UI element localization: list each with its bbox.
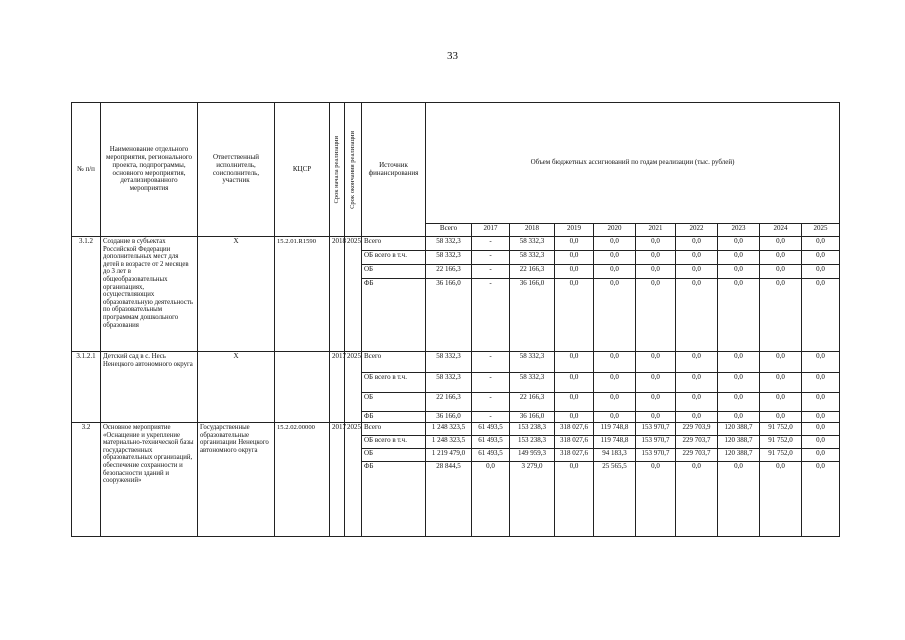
value-cell: - [472,412,510,423]
value-cell: 0,0 [676,237,718,251]
value-cell: 58 332,3 [426,373,472,393]
year-header: 2020 [594,224,636,237]
source-label: ОБ всего в т.ч. [362,436,426,449]
value-cell: 318 027,6 [555,423,594,436]
row-start: 2017 [330,352,345,423]
year-header: 2024 [760,224,802,237]
year-header: 2021 [636,224,676,237]
value-cell: 58 332,3 [510,352,555,373]
value-cell: 0,0 [760,393,802,412]
value-cell: 94 183,3 [594,449,636,462]
row-executor: Государственные образовательные организации Ненецкого автономного округа [198,423,275,537]
value-cell: 91 752,0 [760,449,802,462]
row-num: 3.2 [72,423,101,537]
source-label: Всего [362,237,426,251]
value-cell: 0,0 [802,279,840,352]
value-cell: - [472,237,510,251]
budget-table [71,102,840,537]
row-kcsr: 15.2.01.R1590 [275,237,330,352]
source-label: ОБ всего в т.ч. [362,251,426,265]
value-cell: - [472,352,510,373]
value-cell: 36 166,0 [426,279,472,352]
value-cell: 1 248 323,5 [426,436,472,449]
row-name: Создание в субъектах Российской Федерации дополнительных мест для детей в возрасте от 2 месяцев до 3 лет в общеобразовательных организациях, осуществляющих образовательную деятельность по образовательным программам дошкольного образования [101,237,198,352]
source-label: Всего [362,423,426,436]
source-label: ОБ [362,265,426,279]
row-end: 2025 [345,352,362,423]
value-cell: 120 388,7 [718,449,760,462]
row-start: 2017 [330,423,345,537]
value-cell: 22 166,3 [510,265,555,279]
table-row [72,423,840,436]
value-cell: 0,0 [718,237,760,251]
row-kcsr: 15.2.02.00000 [275,423,330,537]
value-cell: - [472,393,510,412]
value-cell: 0,0 [472,462,510,537]
value-cell: 153 238,3 [510,423,555,436]
value-cell: 0,0 [760,237,802,251]
value-cell: 120 388,7 [718,423,760,436]
value-cell: 58 332,3 [510,373,555,393]
value-cell: 0,0 [555,352,594,373]
value-cell: 153 238,3 [510,436,555,449]
value-cell: 28 844,5 [426,462,472,537]
row-executor: Х [198,237,275,352]
value-cell: 0,0 [802,251,840,265]
value-cell: 0,0 [760,373,802,393]
value-cell: 0,0 [802,462,840,537]
value-cell: 0,0 [555,279,594,352]
value-cell: 120 388,7 [718,436,760,449]
value-cell: 0,0 [802,352,840,373]
value-cell: 91 752,0 [760,423,802,436]
value-cell: 0,0 [760,462,802,537]
row-end: 2025 [345,237,362,352]
header-start [330,103,345,237]
value-cell: 58 332,3 [426,352,472,373]
year-header: 2018 [510,224,555,237]
value-cell: 0,0 [676,265,718,279]
value-cell: 0,0 [760,279,802,352]
value-cell: 0,0 [555,251,594,265]
row-num: 3.1.2.1 [72,352,101,423]
year-header: 2022 [676,224,718,237]
header-start-label: Срок начала реализации [333,135,341,204]
value-cell: 0,0 [636,237,676,251]
value-cell: 0,0 [555,412,594,423]
row-name: Основное мероприятие «Оснащение и укрепление материально-технической базы государственных образовательных организаций, обеспечение сохранности и безопасности зданий и сооружений» [101,423,198,537]
page-number: 33 [447,50,458,62]
source-label: ОБ [362,393,426,412]
value-cell: 0,0 [594,251,636,265]
value-cell: 0,0 [718,393,760,412]
value-cell: 153 970,7 [636,423,676,436]
value-cell: 0,0 [594,352,636,373]
year-header: 2019 [555,224,594,237]
value-cell: 153 970,7 [636,436,676,449]
header-executor: Ответственный исполнитель, соисполнитель, участник [198,103,275,237]
value-cell: 0,0 [676,412,718,423]
value-cell: 0,0 [718,251,760,265]
value-cell: 58 332,3 [510,237,555,251]
value-cell: 58 332,3 [426,251,472,265]
value-cell: 0,0 [594,373,636,393]
value-cell: 0,0 [760,412,802,423]
value-cell: 119 748,8 [594,436,636,449]
value-cell: 61 493,5 [472,449,510,462]
value-cell: 1 248 323,5 [426,423,472,436]
value-cell: 0,0 [718,462,760,537]
value-cell: 36 166,0 [510,412,555,423]
value-cell: 0,0 [760,352,802,373]
source-label: ОБ всего в т.ч. [362,373,426,393]
value-cell: 153 970,7 [636,449,676,462]
header-volume: Объем бюджетных ассигнований по годам реализации (тыс. рублей) [426,103,840,224]
value-cell: 0,0 [636,265,676,279]
value-cell: 0,0 [802,423,840,436]
value-cell: 0,0 [676,393,718,412]
value-cell: 0,0 [594,393,636,412]
value-cell: 0,0 [676,373,718,393]
value-cell: 0,0 [555,237,594,251]
value-cell: 318 027,6 [555,449,594,462]
header-end [345,103,362,237]
value-cell: 0,0 [636,393,676,412]
value-cell: 0,0 [760,265,802,279]
value-cell: 0,0 [802,237,840,251]
value-cell: 119 748,8 [594,423,636,436]
value-cell: 0,0 [676,251,718,265]
row-executor: Х [198,352,275,423]
value-cell: 0,0 [718,352,760,373]
value-cell: 0,0 [636,373,676,393]
value-cell: 0,0 [802,393,840,412]
value-cell: 0,0 [760,251,802,265]
value-cell: 61 493,5 [472,436,510,449]
value-cell: - [472,279,510,352]
value-cell: 0,0 [718,265,760,279]
value-cell: 58 332,3 [426,237,472,251]
value-cell: 36 166,0 [426,412,472,423]
row-kcsr [275,352,330,423]
value-cell: 0,0 [718,279,760,352]
value-cell: 91 752,0 [760,436,802,449]
source-label: Всего [362,352,426,373]
value-cell: 0,0 [802,265,840,279]
value-cell: 0,0 [594,265,636,279]
row-start: 2018 [330,237,345,352]
value-cell: 0,0 [594,279,636,352]
value-cell: 0,0 [636,279,676,352]
value-cell: 0,0 [636,412,676,423]
header-num: № п/п [72,103,101,237]
year-header: 2023 [718,224,760,237]
value-cell: 0,0 [594,412,636,423]
value-cell: 22 166,3 [510,393,555,412]
value-cell: - [472,373,510,393]
value-cell: - [472,251,510,265]
value-cell: 0,0 [555,462,594,537]
value-cell: 0,0 [636,251,676,265]
row-num: 3.1.2 [72,237,101,352]
year-header: Всего [426,224,472,237]
value-cell: - [472,265,510,279]
source-label: ФБ [362,279,426,352]
source-label: ОБ [362,449,426,462]
value-cell: 58 332,3 [510,251,555,265]
value-cell: 229 703,7 [676,449,718,462]
value-cell: 0,0 [802,373,840,393]
value-cell: 0,0 [555,393,594,412]
value-cell: 61 493,5 [472,423,510,436]
value-cell: 149 959,3 [510,449,555,462]
value-cell: 1 219 479,0 [426,449,472,462]
value-cell: 25 565,5 [594,462,636,537]
value-cell: 229 703,9 [676,423,718,436]
value-cell: 0,0 [718,412,760,423]
source-label: ФБ [362,412,426,423]
row-end: 2025 [345,423,362,537]
value-cell: 0,0 [636,462,676,537]
year-header: 2025 [802,224,840,237]
header-kcsr: КЦСР [275,103,330,237]
source-label: ФБ [362,462,426,537]
value-cell: 3 279,0 [510,462,555,537]
value-cell: 0,0 [718,373,760,393]
row-name: Детский сад в с. Несь Ненецкого автономного округа [101,352,198,423]
value-cell: 22 166,3 [426,393,472,412]
header-source: Источник финансирования [362,103,426,237]
value-cell: 318 027,6 [555,436,594,449]
header-end-label: Срок окончания реализации [349,130,357,209]
value-cell: 0,0 [636,352,676,373]
value-cell: 229 703,7 [676,436,718,449]
table-row [72,237,840,251]
table-row [72,352,840,373]
value-cell: 22 166,3 [426,265,472,279]
value-cell: 0,0 [594,237,636,251]
value-cell: 0,0 [676,352,718,373]
value-cell: 0,0 [676,279,718,352]
value-cell: 0,0 [802,449,840,462]
year-header: 2017 [472,224,510,237]
header-name: Наименование отдельного мероприятия, регионального проекта, подпрограммы, основного мероприятия, детализированного мероприятия [101,103,198,237]
value-cell: 0,0 [676,462,718,537]
value-cell: 0,0 [555,373,594,393]
value-cell: 0,0 [802,412,840,423]
value-cell: 0,0 [802,436,840,449]
value-cell: 36 166,0 [510,279,555,352]
value-cell: 0,0 [555,265,594,279]
